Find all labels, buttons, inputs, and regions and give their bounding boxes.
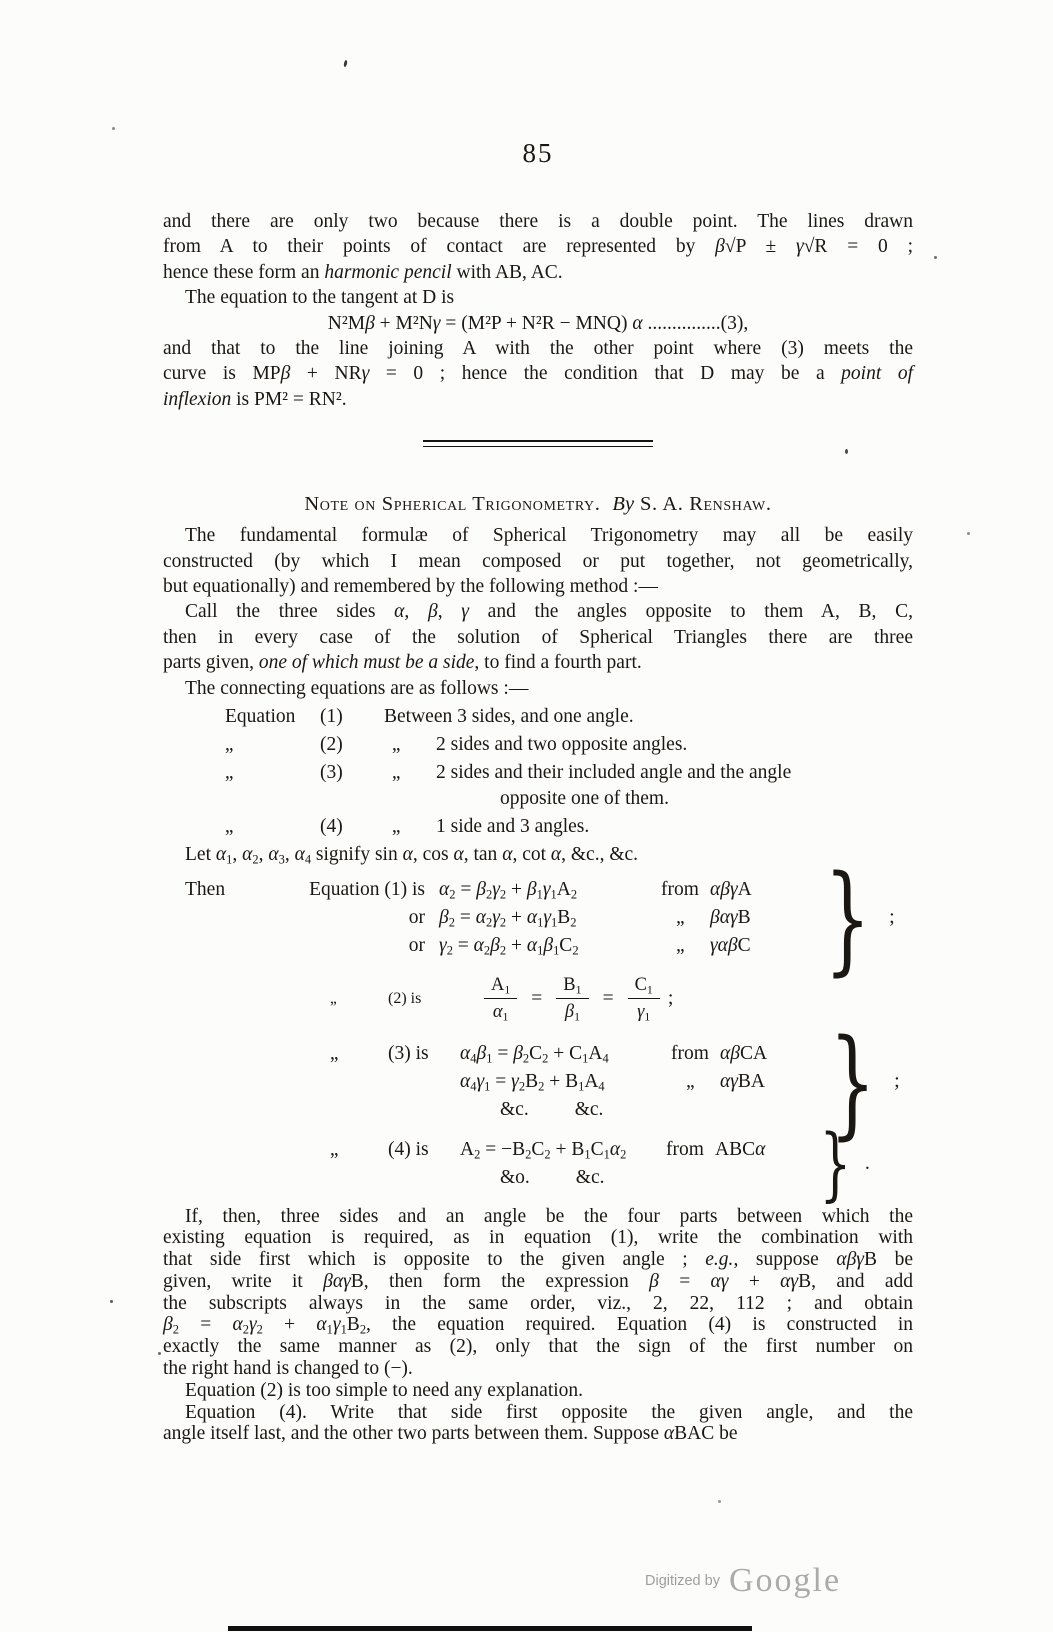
spacer: [318, 1164, 388, 1192]
spacer: [163, 1136, 318, 1164]
list-item: [225, 704, 913, 730]
etc-mark: &c.: [574, 1098, 604, 1120]
list-cell: (4): [320, 816, 343, 838]
equation-text: $\beta_2 = \alpha_2\gamma_2 + \alpha_1\gamma_1B_2$: [439, 906, 577, 929]
text-line: that side first which is opposite to the given angle ; e.g., suppose αβγB be: [163, 1249, 913, 1271]
list-item: [225, 760, 913, 812]
link-word: from: [661, 878, 699, 900]
equation-row: [163, 1136, 810, 1164]
scan-edge-bar: [228, 1626, 752, 1631]
text-line: and there are only two because there is a double point. The lines drawn: [163, 211, 913, 232]
text-line: from A to their points of contact are represented by β√P ± γ√R = 0 ;: [163, 236, 914, 258]
text-line: parts given, one of which must be a side, to find a fourth part.: [163, 652, 642, 674]
combination: βαγB: [710, 906, 751, 928]
equation-text: $\alpha_4\gamma_1 = \gamma_2B_2 + B_1A_4$: [460, 1070, 605, 1093]
list-item: [225, 732, 913, 758]
equation-label: or: [408, 906, 425, 928]
spacer: [388, 1164, 460, 1192]
equation-label: Equation (1) is: [309, 878, 425, 900]
list-cell: (2): [320, 734, 343, 756]
numerator: $B_1$: [556, 974, 588, 999]
top-paragraph: [163, 209, 913, 412]
equation-text: $\gamma_2 = \alpha_2\beta_2 + \alpha_1\beta_1C_2$: [439, 934, 579, 957]
spacer: [388, 1068, 460, 1096]
combination: γαβC: [710, 934, 751, 956]
article-byline: By: [612, 493, 635, 516]
text-line: Call the three sides α, β, γ and the angles opposite to them A, B, C,: [185, 601, 914, 623]
article-title: [163, 493, 913, 516]
digitized-by-label: Digitized by: [645, 1573, 720, 1589]
article-title-main: Note on Spherical Trigonometry.: [304, 493, 601, 516]
spacer: [163, 904, 285, 932]
equation-row: [163, 904, 810, 932]
equation-row: [163, 1164, 810, 1192]
equation-2-block: [163, 966, 913, 1032]
denominator: $\gamma_1$: [637, 1002, 651, 1024]
equation-label: (2) is: [388, 989, 422, 1007]
scan-speck: [845, 449, 848, 454]
curly-brace-icon: }: [829, 1012, 876, 1151]
fraction: [628, 974, 660, 1023]
curly-brace-icon: }: [819, 1116, 852, 1210]
fraction: [484, 974, 517, 1023]
etcetera: [460, 1096, 700, 1124]
text-line: and that to the line joining A with the other point where (3) meets the: [163, 338, 913, 360]
article-author: S. A. Renshaw.: [640, 493, 772, 516]
equation-row: [163, 932, 810, 960]
list-cell: (3): [320, 762, 343, 784]
text-line: hence these form an harmonic pencil with AB, AC.: [163, 261, 563, 283]
spacer: [318, 1096, 388, 1124]
etc-mark: &o.: [500, 1166, 530, 1188]
spacer: [163, 1164, 318, 1192]
list-cell: Equation: [225, 706, 296, 728]
link-word: from: [666, 1138, 704, 1160]
page-number: 85: [522, 138, 554, 168]
equation-rows: [163, 876, 810, 960]
brace-punctuation: ;: [894, 1070, 900, 1092]
text-line: inflexion is PM² = RN².: [163, 388, 347, 410]
equation-label: or: [408, 934, 425, 956]
equation-text: $\alpha_2 = \beta_2\gamma_2 + \beta_1\gamma_1A_2$: [439, 878, 578, 901]
text-line: the right hand is changed to (−).: [163, 1358, 413, 1380]
ditto-mark: ,,: [330, 1138, 338, 1160]
ditto-mark: ,,: [392, 816, 400, 838]
text-line: Equation (4). Write that side first opposite the given angle, and the: [185, 1401, 913, 1423]
spacer: [163, 1068, 318, 1096]
equation-text: $\alpha_4\beta_1 = \beta_2C_2 + C_1A_4$: [460, 1042, 609, 1065]
list-item: [225, 814, 913, 840]
closing-paragraphs: [163, 1206, 913, 1446]
scan-speck: [934, 256, 937, 259]
ditto-mark: ,,: [392, 734, 400, 756]
text-line: existing equation is required, as in equation (1), write the combination with: [163, 1227, 913, 1249]
spacer: [163, 1096, 318, 1124]
fraction: [556, 974, 588, 1023]
text-line: but equationally) and remembered by the following method :—: [163, 576, 658, 598]
equals-sign: =: [602, 987, 614, 1009]
ditto-mark: ,,: [225, 816, 233, 838]
text-line: given, write it βαγB, then form the expression β = αγ + αγB, and add: [163, 1270, 913, 1292]
equals-sign: =: [531, 987, 543, 1009]
equation-label: (4) is: [388, 1138, 429, 1160]
text-line: angle itself last, and the other two parts between them. Suppose αBAC be: [163, 1423, 738, 1445]
text-line: curve is MPβ + NRγ = 0 ; hence the condition that D may be a point of: [163, 363, 913, 385]
list-cell: 2 sides and two opposite angles.: [436, 734, 688, 756]
punctuation: ;: [667, 987, 674, 1009]
equation-row: [163, 1096, 815, 1124]
spacer: [163, 1040, 318, 1068]
denominator: $\beta_1$: [564, 1002, 580, 1024]
scan-speck: [112, 127, 115, 130]
text-line: exactly the same manner as (2), only that the sign of the first number on: [163, 1336, 913, 1358]
text-line: opposite one of them.: [500, 788, 669, 810]
text-line: The fundamental formulæ of Spherical Trigonometry may all be easily: [185, 525, 913, 547]
text-line: the subscripts always in the same order, viz., 2, 22, 112 ; and obtain: [163, 1292, 913, 1314]
ditto-mark: ,,: [225, 762, 233, 784]
denominator: $\alpha_1$: [492, 1002, 509, 1024]
text-line: The equation to the tangent at D is: [185, 287, 455, 309]
list-cell: (1): [320, 706, 343, 728]
equation-row: [163, 1040, 815, 1068]
numerator: $A_1$: [484, 974, 517, 999]
list-cell: [436, 760, 913, 812]
combination: αβγA: [710, 878, 752, 900]
text-line: If, then, three sides and an angle be the four parts between which the: [185, 1205, 913, 1227]
equation-rows: [163, 1040, 815, 1124]
display-equation-3: N²Mβ + M²Nγ = (M²P + N²R − MNQ) α ...............(3),: [327, 312, 749, 334]
ditto-mark: ,,: [330, 989, 336, 1007]
ditto-mark: ,,: [676, 906, 684, 928]
google-watermark: [645, 1562, 841, 1600]
brace-punctuation: ;: [889, 906, 895, 928]
etcetera: [460, 1164, 695, 1192]
text-line: Equation (2) is too simple to need any explanation.: [185, 1379, 584, 1401]
list-cell: 1 side and 3 angles.: [436, 816, 590, 838]
fraction-group: [480, 974, 673, 1023]
scan-speck: [718, 1500, 721, 1503]
text-line: then in every case of the solution of Spherical Triangles there are three: [163, 626, 913, 648]
notation-definition-line: Let $\alpha_1$, $\alpha_2$, $\alpha_3$, $\alpha_4$ signify sin α, cos α, tan α, cot α, &c., &c.: [185, 844, 639, 867]
ditto-mark: ,,: [330, 1042, 338, 1064]
brace-punctuation: .: [864, 1152, 870, 1174]
link-word: from: [671, 1042, 709, 1064]
etc-mark: &c.: [500, 1098, 529, 1120]
equation-text: $A_2 = -B_2C_2 + B_1C_1\alpha_2$: [460, 1138, 627, 1161]
equation-label: (3) is: [388, 1042, 429, 1064]
text-line: constructed (by which I mean composed or put together, not geometrically,: [163, 550, 913, 572]
list-cell: Between 3 sides, and one angle.: [384, 706, 634, 728]
combination: ABCα: [715, 1138, 766, 1160]
combination: αβCA: [720, 1042, 768, 1064]
combination: αγBA: [720, 1070, 766, 1092]
scan-speck: [110, 1300, 113, 1303]
spacer: [318, 1068, 388, 1096]
text-line: 2 sides and their included angle and the angle: [436, 762, 792, 784]
google-logo: Google: [728, 1562, 842, 1599]
ditto-mark: ,,: [686, 1070, 694, 1092]
etc-mark: &c.: [575, 1166, 605, 1188]
then-label: Then: [185, 878, 226, 900]
text-line: $\beta_2 = \alpha_2\gamma_2 + \alpha_1\gamma_1B_2$, the equation required. Equation (4) is constructed in: [163, 1314, 913, 1337]
paragraph: [163, 599, 913, 675]
curly-brace-icon: }: [824, 848, 871, 987]
numerator: $C_1$: [628, 974, 660, 999]
spacer: [388, 1096, 460, 1124]
equation-row: [163, 1068, 815, 1096]
ditto-mark: ,,: [225, 734, 233, 756]
spacer: [163, 932, 285, 960]
equation-case-list: [163, 704, 913, 840]
scan-speck: [158, 1352, 161, 1355]
ditto-mark: ,,: [676, 934, 684, 956]
ditto-mark: ,,: [392, 762, 400, 784]
section-divider-double-rule: [423, 440, 653, 447]
page-content-column: [163, 0, 913, 1445]
paragraph: [163, 523, 913, 599]
scan-speck: [967, 532, 970, 535]
equation-4-block: [163, 1116, 913, 1210]
equation-row: [163, 876, 810, 904]
equation-rows: [163, 1136, 810, 1192]
text-line: The connecting equations are as follows :—: [185, 677, 529, 699]
